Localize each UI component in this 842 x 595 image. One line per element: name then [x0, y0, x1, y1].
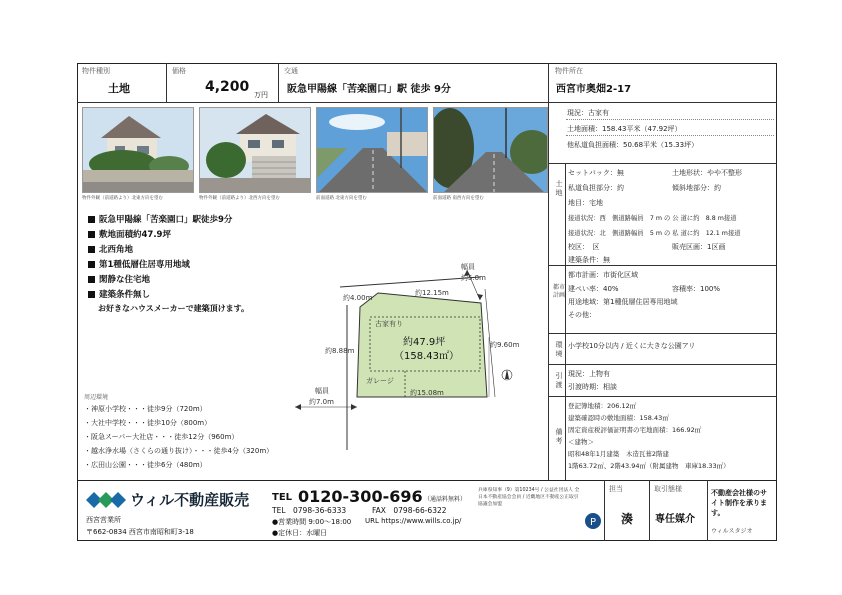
photo-caption-4: 前面道路 南西方向を望む — [433, 196, 484, 201]
dim-right: 約9.60m — [490, 341, 520, 349]
promo-brand: ウィルスタジオ — [711, 528, 753, 535]
details-sep-5 — [548, 396, 777, 397]
road-north-value: 約5.0m — [461, 274, 486, 282]
feature-item: 北西角地 — [88, 243, 133, 255]
type-label: 物件種別 — [82, 67, 110, 75]
footer-divider — [77, 480, 777, 481]
private-road: 他私道負担面積：50.68平米（15.33坪） — [567, 141, 699, 149]
trade-type: 専任媒介 — [655, 514, 695, 525]
website-url[interactable]: URL https://www.wills.co.jp/ — [365, 517, 462, 525]
road2: 接道状況：北 側道路幅員 5 m の 私 道に約 12.1 m接道 — [568, 230, 741, 237]
shape: 土地形状：やや不整形 — [672, 169, 742, 177]
feature-item: 阪急甲陽線「苦楽園口」駅徒歩9分 — [88, 213, 232, 225]
dim-top-left: 約4.00m — [343, 294, 373, 302]
nearby-item: ・広田山公園・・・徒歩6分（480m） — [84, 461, 207, 469]
dim-left: 約8.88m — [325, 347, 355, 355]
note-line: 昭和48年1月建築 木造瓦葺2階建 — [568, 450, 670, 458]
land-section-label: 土地 — [555, 180, 563, 197]
access-value: 阪急甲陽線「苦楽園口」駅 徒歩 9分 — [287, 84, 451, 95]
road-west-label: 幅員 — [315, 387, 329, 395]
road-north-label: 幅員 — [461, 263, 475, 271]
person-label: 担当 — [609, 485, 623, 493]
nearby-item: ・大社中学校・・・徒歩10分（800m） — [84, 419, 212, 427]
footer-sep-1 — [604, 480, 605, 541]
features-note: お好きなハウスメーカーで建築頂けます。 — [98, 304, 249, 313]
handover: 引渡時期：相談 — [568, 383, 617, 391]
details-label-border — [565, 163, 566, 480]
current-state: 現況：上物有 — [568, 370, 610, 378]
price-label: 価格 — [172, 67, 186, 75]
dim-top: 約12.15m — [415, 289, 449, 297]
environment: 小学校10分以内 / 近くに大きな公園アリ — [568, 342, 696, 350]
building-condition: 建築条件：無 — [568, 256, 610, 264]
garage-label: ガレージ — [366, 377, 394, 385]
notes-section-label: 備考 — [555, 428, 563, 445]
trade-label: 取引態様 — [654, 485, 682, 493]
business-hours: ●営業時間 9:00～18:00 — [272, 518, 352, 526]
fax: FAX 0798-66-6322 — [372, 506, 447, 515]
nearby-item: ・阪急スーパー大社店・・・徒歩12分（960m） — [84, 433, 239, 441]
branch-name: 西宮営業所 — [86, 516, 121, 524]
note-line: 固定資産税評価証明書の宅地面積：166.92㎡ — [568, 426, 702, 434]
photo-caption-1: 物件外観（前道路より）北東方向を望む — [82, 196, 163, 201]
access-label: 交通 — [284, 67, 298, 75]
header-sep-3 — [548, 63, 549, 102]
note-line: 登記簿地積：206.12㎡ — [568, 402, 637, 410]
tel-label: TEL — [272, 492, 293, 503]
sale-lots: 販売区画：1区画 — [672, 243, 726, 251]
footer-sep-2 — [649, 480, 650, 541]
header-sep-1 — [166, 63, 167, 102]
license-info: 兵庫県知事（9）第10234号 / 公益社団法人 全日本不動産協会会員 / 近畿地区不動産公正取引協議会加盟 — [478, 488, 580, 507]
house-label: 古家有り — [375, 320, 403, 328]
photo-road-northeast — [316, 107, 428, 193]
company-logo-icon — [86, 490, 126, 510]
category: 地目：宅地 — [568, 199, 603, 207]
area-tsubo: 約47.9坪 — [403, 337, 446, 348]
person-name: 湊 — [621, 512, 634, 526]
slope: 傾斜地部分：約 — [672, 184, 721, 192]
floor-area-ratio: 容積率：100% — [672, 285, 721, 293]
photo-caption-3: 前面道路 北東方向を望む — [316, 196, 367, 201]
nearby-title: 周辺環境 — [84, 394, 109, 401]
land-area: 土地面積：158.43平米（47.92坪） — [567, 125, 682, 133]
road-west-value: 約7.0m — [309, 398, 334, 406]
feature-item: 建築条件無し — [88, 288, 150, 300]
details-sep-3 — [548, 333, 777, 334]
location-value: 西宮市奥畑2-17 — [556, 84, 632, 95]
dim-bottom: 約15.08m — [410, 389, 444, 397]
private-part: 私道負担部分：約 — [568, 184, 624, 192]
company-name: ウィル不動産販売 — [130, 491, 250, 509]
tel2[interactable]: TEL 0798-36-6333 — [272, 506, 347, 515]
toll-free-number[interactable]: 0120-300-696 — [298, 487, 423, 506]
price-value: 4,200 — [205, 79, 250, 95]
coverage: 建ぺい率：40% — [568, 285, 619, 293]
plan-section-label: 都市計画 — [553, 284, 566, 299]
status: 現況：古家有 — [567, 109, 609, 117]
location-label: 物件所在 — [555, 67, 583, 75]
association-badge-icon — [584, 512, 602, 530]
dotted-sep — [566, 135, 774, 136]
zoning: 用途地域：第1種低層住居専用地域 — [568, 298, 678, 306]
holiday: ●定休日：水曜日 — [272, 529, 328, 537]
photo-house-northeast — [82, 107, 194, 193]
deliver-section-label: 引渡 — [555, 372, 563, 389]
other: その他： — [568, 311, 596, 319]
tel-note: （通話料無料） — [424, 496, 467, 503]
promo-text: 不動産会社様のサイト制作を承ります。 — [711, 489, 767, 517]
header-sep-2 — [278, 63, 279, 102]
details-sep-4 — [548, 364, 777, 365]
details-left-border — [548, 102, 549, 480]
type-value: 土地 — [108, 82, 130, 95]
details-sep-1 — [548, 163, 777, 164]
svg-text:P: P — [589, 517, 597, 528]
branch-address: 〒662-0834 西宮市南昭和町3-18 — [86, 528, 194, 536]
city-plan: 都市計画：市街化区域 — [568, 271, 638, 279]
photo-caption-2: 物件外観（前道路より）北西方向を望む — [199, 196, 280, 201]
footer-sep-3 — [707, 480, 708, 541]
photo-road-southwest — [433, 107, 548, 193]
photo-house-northwest — [199, 107, 311, 193]
note-line: 1階63.72㎡、2階43.94㎡（附属建物 車庫18.33㎡） — [568, 462, 730, 470]
area-m2: （158.43㎡） — [394, 351, 459, 362]
school-zone: 校区： 区 — [568, 243, 600, 251]
setback: セットバック：無 — [568, 169, 624, 177]
road1: 接道状況：西 側道路幅員 7 m の 公 道に約 8.8 m接道 — [568, 215, 737, 222]
nearby-item: ・神原小学校・・・徒歩9分（720m） — [84, 405, 207, 413]
feature-item: 閑静な住宅地 — [88, 273, 150, 285]
note-line: ＜建物＞ — [568, 438, 594, 446]
price-unit: 万円 — [254, 91, 268, 99]
header-divider — [77, 102, 777, 103]
feature-item: 敷地面積約47.9坪 — [88, 228, 171, 240]
note-line: 建築確認時の敷地面積：158.43㎡ — [568, 414, 669, 422]
env-section-label: 環境 — [555, 341, 563, 358]
nearby-item: ・越水浄水場（さくらの通り抜け）・・・徒歩4分（320m） — [84, 447, 274, 455]
feature-item: 第1種低層住居専用地域 — [88, 258, 190, 270]
details-sep-2 — [548, 265, 777, 266]
dotted-sep — [566, 119, 774, 120]
